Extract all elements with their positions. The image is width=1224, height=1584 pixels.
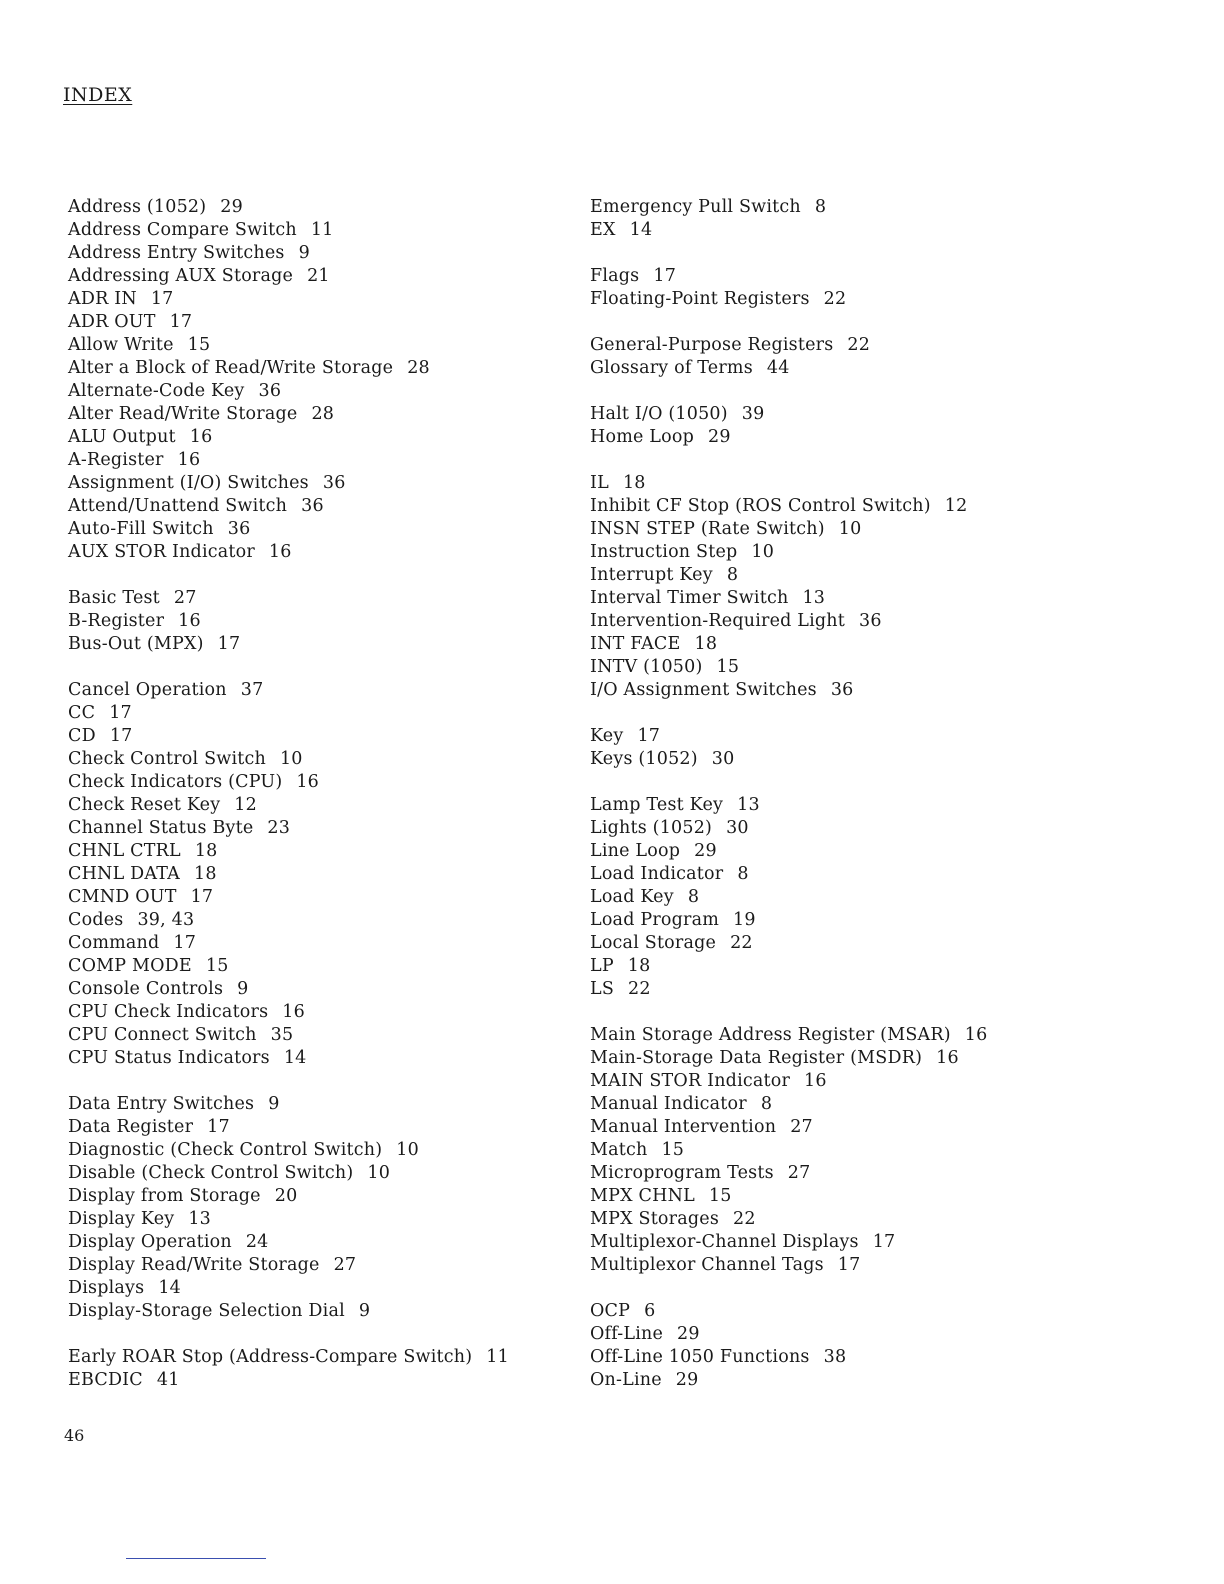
index-page-ref: 15 xyxy=(205,956,229,976)
index-group xyxy=(590,794,1090,1001)
index-page-ref: 22 xyxy=(628,979,651,999)
index-entry xyxy=(590,1139,1090,1162)
index-term: Match xyxy=(590,1140,648,1160)
index-term: Key xyxy=(590,726,624,746)
index-term: Interval Timer Switch xyxy=(590,588,789,608)
index-entry xyxy=(68,748,558,771)
index-entry xyxy=(68,1001,558,1024)
index-entry xyxy=(68,1185,558,1208)
index-term: Disable (Check Control Switch) xyxy=(68,1163,354,1183)
index-term: Display-Storage Selection Dial xyxy=(68,1301,345,1321)
index-term: Data Entry Switches xyxy=(68,1094,255,1114)
index-page-ref: 10 xyxy=(751,542,775,562)
index-page-ref: 18 xyxy=(627,956,651,976)
index-term: CHNL DATA xyxy=(68,864,181,884)
index-page-ref: 27 xyxy=(790,1117,813,1137)
index-page-ref: 10 xyxy=(279,749,303,769)
index-term: EX xyxy=(590,220,616,240)
index-term: Manual Indicator xyxy=(590,1094,747,1114)
index-entry xyxy=(590,1346,1090,1369)
index-page-ref: 12 xyxy=(944,496,968,516)
index-group xyxy=(590,265,1090,311)
index-entry xyxy=(68,518,558,541)
index-page-ref: 28 xyxy=(407,358,430,378)
index-entry xyxy=(68,1093,558,1116)
index-entry xyxy=(590,1231,1090,1254)
index-term: Allow Write xyxy=(68,335,174,355)
index-term: Display Operation xyxy=(68,1232,232,1252)
index-entry xyxy=(68,541,558,564)
index-page-ref: 8 xyxy=(814,197,827,217)
index-term: Cancel Operation xyxy=(68,680,227,700)
index-entry xyxy=(590,1369,1090,1392)
index-entry xyxy=(590,1047,1090,1070)
index-page-ref: 21 xyxy=(307,266,330,286)
index-page-ref: 29 xyxy=(220,197,243,217)
index-entry xyxy=(68,817,558,840)
index-page-ref: 19 xyxy=(733,910,756,930)
index-entry xyxy=(590,334,1090,357)
index-group xyxy=(590,403,1090,449)
index-page-ref: 8 xyxy=(726,565,739,585)
index-term: ALU Output xyxy=(68,427,176,447)
index-entry xyxy=(68,840,558,863)
index-page-ref: 44 xyxy=(766,358,790,378)
index-page-ref: 18 xyxy=(194,864,217,884)
index-term: Microprogram Tests xyxy=(590,1163,774,1183)
index-entry xyxy=(590,1024,1090,1047)
index-term: Early ROAR Stop (Address-Compare Switch) xyxy=(68,1347,473,1367)
index-term: Auto-Fill Switch xyxy=(68,519,214,539)
index-page-ref: 24 xyxy=(245,1232,269,1252)
index-term: On-Line xyxy=(590,1370,662,1390)
index-term: CHNL CTRL xyxy=(68,841,181,861)
index-term: Local Storage xyxy=(590,933,717,953)
index-term: Interrupt Key xyxy=(590,565,713,585)
index-term: Display Read/Write Storage xyxy=(68,1255,320,1275)
index-page-ref: 14 xyxy=(629,220,653,240)
index-group xyxy=(590,334,1090,380)
index-term: Off-Line 1050 Functions xyxy=(590,1347,810,1367)
index-term: Addressing AUX Storage xyxy=(68,266,294,286)
index-page-ref: 27 xyxy=(333,1255,357,1275)
index-term: Keys (1052) xyxy=(590,749,698,769)
index-term: MPX Storages xyxy=(590,1209,720,1229)
index-page-ref: 13 xyxy=(802,588,826,608)
index-entry xyxy=(68,771,558,794)
index-page-ref: 36 xyxy=(859,611,882,631)
index-page-ref: 17 xyxy=(169,312,193,332)
index-term: Diagnostic (Check Control Switch) xyxy=(68,1140,383,1160)
index-term: Check Indicators (CPU) xyxy=(68,772,283,792)
index-entry xyxy=(68,1208,558,1231)
index-entry xyxy=(590,1185,1090,1208)
index-page-ref: 18 xyxy=(622,473,646,493)
index-page-ref: 29 xyxy=(694,841,717,861)
index-term: MAIN STOR Indicator xyxy=(590,1071,791,1091)
index-term: A-Register xyxy=(68,450,164,470)
index-page-ref: 22 xyxy=(823,289,847,309)
index-page-ref: 17 xyxy=(637,726,661,746)
index-entry xyxy=(68,610,558,633)
index-page-ref: 10 xyxy=(838,519,862,539)
index-page-ref: 16 xyxy=(936,1048,959,1068)
bottom-rule xyxy=(126,1558,266,1559)
index-entry xyxy=(590,1070,1090,1093)
index-entry xyxy=(68,426,558,449)
index-entry xyxy=(68,932,558,955)
index-term: Multiplexor-Channel Displays xyxy=(590,1232,859,1252)
index-term: Flags xyxy=(590,266,640,286)
index-page-ref: 12 xyxy=(234,795,257,815)
index-entry xyxy=(590,679,1090,702)
index-entry xyxy=(590,1300,1090,1323)
index-entry xyxy=(68,495,558,518)
index-term: Displays xyxy=(68,1278,145,1298)
index-term: Address Compare Switch xyxy=(68,220,297,240)
index-term: AUX STOR Indicator xyxy=(68,542,255,562)
index-term: CC xyxy=(68,703,96,723)
index-term: Floating-Point Registers xyxy=(590,289,810,309)
index-entry xyxy=(590,1116,1090,1139)
index-page-ref: 9 xyxy=(237,979,249,999)
index-entry xyxy=(590,978,1090,1001)
index-entry xyxy=(68,265,558,288)
index-page-ref: 29 xyxy=(708,427,731,447)
index-term: Manual Intervention xyxy=(590,1117,777,1137)
index-group xyxy=(590,1300,1090,1392)
index-page-ref: 13 xyxy=(188,1209,212,1229)
index-term: Alter Read/Write Storage xyxy=(68,404,298,424)
index-entry xyxy=(590,610,1090,633)
index-entry xyxy=(68,1162,558,1185)
index-entry xyxy=(590,886,1090,909)
index-entry xyxy=(68,449,558,472)
index-entry xyxy=(590,472,1090,495)
index-entry xyxy=(68,955,558,978)
index-entry xyxy=(68,725,558,748)
index-page-ref: 8 xyxy=(687,887,700,907)
index-term: Intervention-Required Light xyxy=(590,611,846,631)
index-term: General-Purpose Registers xyxy=(590,335,834,355)
index-term: Bus-Out (MPX) xyxy=(68,634,204,654)
index-entry xyxy=(68,403,558,426)
index-entry xyxy=(68,219,558,242)
index-page-ref: 16 xyxy=(189,427,213,447)
index-page-ref: 30 xyxy=(726,818,749,838)
index-page-ref: 10 xyxy=(396,1140,419,1160)
index-page-ref: 20 xyxy=(274,1186,298,1206)
index-page-ref: 15 xyxy=(187,335,211,355)
index-term: Attend/Unattend Switch xyxy=(68,496,288,516)
index-entry xyxy=(68,1047,558,1070)
index-entry xyxy=(68,311,558,334)
index-page-ref: 23 xyxy=(267,818,291,838)
index-page-ref: 16 xyxy=(804,1071,827,1091)
index-entry xyxy=(68,978,558,1001)
index-entry xyxy=(590,219,1090,242)
index-entry xyxy=(68,679,558,702)
index-term: Line Loop xyxy=(590,841,681,861)
index-page-ref: 39 xyxy=(741,404,765,424)
index-page-ref: 17 xyxy=(150,289,174,309)
index-page-ref: 6 xyxy=(644,1301,656,1321)
index-term: Address Entry Switches xyxy=(68,243,285,263)
index-group xyxy=(68,679,558,1070)
index-term: ADR OUT xyxy=(68,312,156,332)
index-entry xyxy=(590,541,1090,564)
index-page-ref: 14 xyxy=(283,1048,307,1068)
index-page-ref: 41 xyxy=(156,1370,180,1390)
index-page-ref: 16 xyxy=(296,772,320,792)
index-page-ref: 16 xyxy=(964,1025,988,1045)
index-group xyxy=(590,472,1090,702)
index-entry xyxy=(68,1116,558,1139)
index-page-ref: 36 xyxy=(830,680,854,700)
index-entry xyxy=(68,357,558,380)
index-entry xyxy=(68,1369,558,1392)
index-group xyxy=(590,1024,1090,1277)
index-page-ref: 8 xyxy=(737,864,749,884)
index-entry xyxy=(590,1208,1090,1231)
index-entry xyxy=(590,495,1090,518)
index-group xyxy=(68,1346,558,1392)
index-entry xyxy=(590,863,1090,886)
index-entry xyxy=(68,242,558,265)
index-term: Load Program xyxy=(590,910,720,930)
index-page-ref: 17 xyxy=(837,1255,861,1275)
index-term: CMND OUT xyxy=(68,887,177,907)
index-entry xyxy=(68,1231,558,1254)
index-entry xyxy=(590,794,1090,817)
index-page-ref: 38 xyxy=(823,1347,847,1367)
index-group xyxy=(590,725,1090,771)
index-page-ref: 17 xyxy=(109,726,133,746)
index-entry xyxy=(68,334,558,357)
index-entry xyxy=(590,1323,1090,1346)
index-term: Load Indicator xyxy=(590,864,724,884)
index-page-ref: 37 xyxy=(240,680,264,700)
index-entry xyxy=(590,288,1090,311)
index-page-ref: 35 xyxy=(270,1025,294,1045)
index-term: Check Control Switch xyxy=(68,749,266,769)
index-term: ADR IN xyxy=(68,289,137,309)
index-term: Glossary of Terms xyxy=(590,358,753,378)
index-page-ref: 17 xyxy=(109,703,132,723)
index-entry xyxy=(68,794,558,817)
index-entry xyxy=(68,380,558,403)
index-term: Main-Storage Data Register (MSDR) xyxy=(590,1048,923,1068)
index-entry xyxy=(590,1254,1090,1277)
index-entry xyxy=(590,587,1090,610)
index-term: INSN STEP (Rate Switch) xyxy=(590,519,825,539)
index-page-ref: 18 xyxy=(694,634,718,654)
index-page-ref: 17 xyxy=(173,933,197,953)
index-page-ref: 27 xyxy=(173,588,197,608)
index-entry xyxy=(68,1139,558,1162)
index-term: COMP MODE xyxy=(68,956,192,976)
index-page-ref: 17 xyxy=(653,266,677,286)
index-page-ref: 15 xyxy=(716,657,740,677)
index-column-right xyxy=(590,196,1090,1415)
index-entry xyxy=(68,1024,558,1047)
index-term: LP xyxy=(590,956,614,976)
index-group xyxy=(68,1093,558,1323)
index-entry xyxy=(68,1300,558,1323)
index-page-ref: 10 xyxy=(367,1163,391,1183)
index-page-ref: 22 xyxy=(847,335,871,355)
index-entry xyxy=(590,265,1090,288)
index-page-ref: 8 xyxy=(760,1094,773,1114)
index-term: I/O Assignment Switches xyxy=(590,680,817,700)
index-page-ref: 36 xyxy=(301,496,324,516)
index-term: INT FACE xyxy=(590,634,681,654)
index-term: Basic Test xyxy=(68,588,160,608)
index-page-ref: 36 xyxy=(322,473,346,493)
index-term: Check Reset Key xyxy=(68,795,221,815)
index-term: Command xyxy=(68,933,160,953)
index-term: Codes xyxy=(68,910,124,930)
index-entry xyxy=(590,748,1090,771)
index-entry xyxy=(590,817,1090,840)
index-term: MPX CHNL xyxy=(590,1186,695,1206)
index-entry xyxy=(68,1254,558,1277)
index-term: Data Register xyxy=(68,1117,194,1137)
index-entry xyxy=(590,357,1090,380)
index-page-ref: 15 xyxy=(661,1140,685,1160)
index-entry xyxy=(68,886,558,909)
index-entry xyxy=(590,564,1090,587)
index-entry xyxy=(590,955,1090,978)
index-page-ref: 15 xyxy=(708,1186,732,1206)
index-entry xyxy=(68,702,558,725)
index-term: IL xyxy=(590,473,609,493)
index-term: CD xyxy=(68,726,96,746)
index-term: Display Key xyxy=(68,1209,175,1229)
index-entry xyxy=(68,196,558,219)
index-term: Emergency Pull Switch xyxy=(590,197,801,217)
index-term: LS xyxy=(590,979,615,999)
index-term: Instruction Step xyxy=(590,542,738,562)
index-page-ref: 18 xyxy=(194,841,218,861)
index-group xyxy=(68,196,558,564)
index-term: Multiplexor Channel Tags xyxy=(590,1255,824,1275)
index-page-ref: 17 xyxy=(207,1117,230,1137)
index-term: Assignment (I/O) Switches xyxy=(68,473,309,493)
index-page-ref: 39, 43 xyxy=(137,910,195,930)
index-page-ref: 14 xyxy=(158,1278,181,1298)
index-page-ref: 16 xyxy=(177,450,201,470)
index-entry xyxy=(590,633,1090,656)
index-term: Display from Storage xyxy=(68,1186,261,1206)
index-term: Lamp Test Key xyxy=(590,795,724,815)
index-column-left xyxy=(68,196,558,1415)
index-term: Load Key xyxy=(590,887,674,907)
index-entry xyxy=(68,288,558,311)
index-entry xyxy=(590,426,1090,449)
index-page-ref: 13 xyxy=(737,795,760,815)
index-page-ref: 11 xyxy=(310,220,334,240)
index-page-ref: 28 xyxy=(311,404,335,424)
index-entry xyxy=(590,403,1090,426)
index-page-ref: 22 xyxy=(730,933,753,953)
index-entry xyxy=(590,196,1090,219)
index-page-ref: 16 xyxy=(178,611,201,631)
index-page-ref: 27 xyxy=(787,1163,811,1183)
index-entry xyxy=(590,518,1090,541)
index-group xyxy=(68,587,558,656)
index-term: Inhibit CF Stop (ROS Control Switch) xyxy=(590,496,931,516)
index-page-ref: 29 xyxy=(677,1324,700,1344)
index-term: OCP xyxy=(590,1301,631,1321)
index-term: CPU Check Indicators xyxy=(68,1002,269,1022)
index-term: Channel Status Byte xyxy=(68,818,254,838)
index-entry xyxy=(590,656,1090,679)
index-term: Main Storage Address Register (MSAR) xyxy=(590,1025,951,1045)
index-entry xyxy=(590,840,1090,863)
index-entry xyxy=(590,1162,1090,1185)
index-term: Alternate-Code Key xyxy=(68,381,245,401)
index-term: Home Loop xyxy=(590,427,695,447)
index-term: Address (1052) xyxy=(68,197,207,217)
index-entry xyxy=(590,909,1090,932)
index-entry xyxy=(68,909,558,932)
index-page-ref: 9 xyxy=(268,1094,280,1114)
index-page-ref: 36 xyxy=(227,519,251,539)
index-page-ref: 16 xyxy=(268,542,292,562)
index-term: EBCDIC xyxy=(68,1370,143,1390)
index-entry xyxy=(68,633,558,656)
index-term: CPU Connect Switch xyxy=(68,1025,257,1045)
index-page-ref: 16 xyxy=(282,1002,305,1022)
index-page-ref: 9 xyxy=(298,243,310,263)
index-term: B-Register xyxy=(68,611,165,631)
index-term: Alter a Block of Read/Write Storage xyxy=(68,358,394,378)
index-entry xyxy=(68,1277,558,1300)
page-heading: INDEX xyxy=(63,84,133,106)
index-term: Console Controls xyxy=(68,979,224,999)
index-page-ref: 22 xyxy=(733,1209,756,1229)
index-term: CPU Status Indicators xyxy=(68,1048,270,1068)
index-page-ref: 9 xyxy=(358,1301,371,1321)
index-entry xyxy=(590,725,1090,748)
index-page-ref: 17 xyxy=(190,887,214,907)
index-page-ref: 11 xyxy=(486,1347,509,1367)
index-entry xyxy=(68,1346,558,1369)
index-group xyxy=(590,196,1090,242)
index-page-ref: 29 xyxy=(675,1370,699,1390)
index-term: Off-Line xyxy=(590,1324,664,1344)
index-entry xyxy=(590,932,1090,955)
index-entry xyxy=(68,863,558,886)
index-page-ref: 30 xyxy=(711,749,735,769)
index-term: INTV (1050) xyxy=(590,657,703,677)
index-entry xyxy=(68,587,558,610)
index-page-ref: 17 xyxy=(872,1232,896,1252)
index-page-ref: 17 xyxy=(217,634,241,654)
index-page-ref: 36 xyxy=(258,381,282,401)
index-term: Lights (1052) xyxy=(590,818,713,838)
index-term: Halt I/O (1050) xyxy=(590,404,728,424)
page-number: 46 xyxy=(64,1426,85,1445)
index-entry xyxy=(590,1093,1090,1116)
index-entry xyxy=(68,472,558,495)
